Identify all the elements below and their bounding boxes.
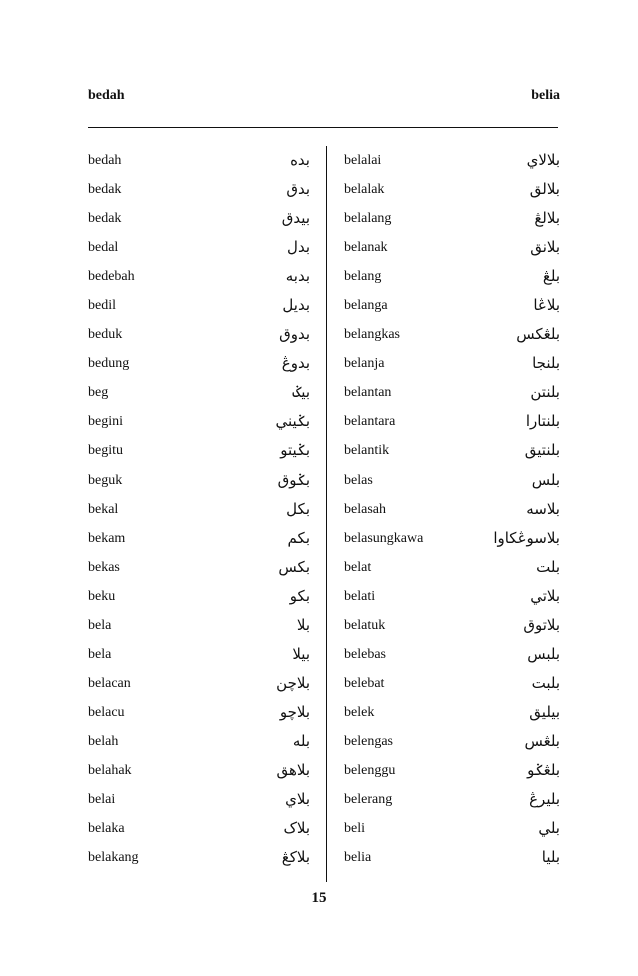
entry-row — [88, 237, 310, 266]
entry-row — [88, 382, 310, 411]
entry-rumi: beku — [88, 588, 116, 604]
entry-row — [344, 208, 560, 237]
header-rule — [88, 127, 558, 128]
entry-rumi: bekal — [88, 501, 119, 517]
entry-rumi: bedak — [88, 211, 122, 227]
entry-row — [344, 789, 560, 818]
entry-rumi: belang — [344, 269, 382, 285]
entry-rumi: belalang — [344, 211, 392, 227]
entry-jawi: بلس — [531, 470, 560, 489]
entry-jawi: بيدق — [281, 209, 310, 228]
entry-row — [88, 557, 310, 586]
entry-rumi: belanja — [344, 356, 385, 372]
running-head-left: bedah — [88, 88, 125, 103]
entry-rumi: belantik — [344, 443, 390, 459]
entry-rumi: bedung — [88, 356, 130, 372]
entry-row — [88, 528, 310, 557]
entry-rumi: belakang — [88, 850, 139, 866]
entry-jawi: بلاسه — [526, 499, 560, 518]
entry-row — [88, 470, 310, 499]
entry-jawi: بيݢ — [292, 383, 310, 402]
entry-jawi: بليرڠ — [529, 790, 560, 809]
entry-jawi: بݢوق — [277, 470, 310, 489]
entry-rumi: belenggu — [344, 762, 396, 778]
entry-rumi: bela — [88, 617, 112, 633]
entry-row — [344, 644, 560, 673]
entry-row — [344, 266, 560, 295]
entry-row — [88, 499, 310, 528]
entry-rumi: belalak — [344, 182, 385, 198]
entry-jawi: بلي — [538, 819, 560, 838]
entry-jawi: بلڠ — [542, 267, 560, 286]
entry-row — [88, 702, 310, 731]
entry-jawi: بلانق — [530, 238, 560, 257]
entry-jawi: بکم — [287, 528, 310, 547]
entry-row — [88, 644, 310, 673]
entry-jawi: بلاچو — [279, 702, 310, 721]
entry-jawi: بدوڠ — [281, 354, 310, 373]
entry-rumi: belah — [88, 733, 119, 749]
entry-jawi: بلنتيق — [524, 441, 560, 460]
entry-row — [88, 847, 310, 876]
entry-row — [88, 615, 310, 644]
entry-row — [344, 673, 560, 702]
entry-jawi: بدوق — [279, 325, 310, 344]
entry-row — [344, 179, 560, 208]
column-divider — [326, 146, 327, 882]
entry-rumi: belia — [344, 850, 372, 866]
entry-rumi: bedebah — [88, 269, 135, 285]
entry-rumi: belalai — [344, 153, 382, 168]
entry-row — [88, 731, 310, 760]
entry-jawi: بلنتارا — [525, 412, 560, 431]
entry-row — [88, 353, 310, 382]
entry-jawi: بلاهق — [276, 760, 310, 779]
entry-jawi: بلالاي — [526, 151, 560, 169]
entry-rumi: begini — [88, 414, 123, 430]
entry-rumi: belanak — [344, 240, 388, 256]
entry-jawi: بله — [292, 731, 310, 750]
entry-rumi: beguk — [88, 472, 123, 488]
entry-rumi: belacan — [88, 675, 131, 691]
entry-row — [344, 382, 560, 411]
entry-jawi: بلاسوڠکاوا — [493, 528, 560, 547]
entry-rumi: belasungkawa — [344, 530, 424, 546]
entry-rumi: bedal — [88, 240, 119, 256]
entry-row — [344, 528, 560, 557]
entry-jawi: بلبس — [527, 644, 560, 663]
entry-jawi: بلاچن — [276, 673, 310, 692]
left-column — [88, 150, 310, 876]
entry-rumi: belebas — [344, 646, 386, 662]
entry-jawi: بلاتي — [530, 586, 560, 605]
entry-row — [344, 818, 560, 847]
entry-jawi: بلڠکس — [516, 325, 560, 344]
entry-jawi: بدق — [286, 180, 310, 199]
entry-jawi: بݢيتو — [280, 441, 310, 460]
entry-rumi: beg — [88, 385, 109, 401]
entry-rumi: belanga — [344, 298, 388, 314]
entry-jawi: بليا — [541, 848, 560, 867]
entry-jawi: بلاتوق — [523, 615, 560, 634]
entry-jawi: بدل — [287, 238, 310, 257]
entry-jawi: بده — [290, 151, 310, 169]
entry-row — [344, 295, 560, 324]
entry-rumi: belat — [344, 559, 372, 575]
entry-jawi: بلالق — [529, 180, 560, 199]
entry-row — [88, 266, 310, 295]
entry-rumi: bekas — [88, 559, 120, 575]
entry-jawi: بکل — [286, 499, 310, 518]
entry-rumi: belaka — [88, 821, 125, 837]
entry-rumi: bedak — [88, 182, 122, 198]
entry-jawi: بلا — [296, 615, 310, 634]
entry-row — [88, 150, 310, 179]
entry-rumi: bedil — [88, 298, 116, 314]
entry-rumi: belati — [344, 588, 376, 604]
entry-row — [344, 411, 560, 440]
entry-rumi: belai — [88, 792, 116, 808]
entry-jawi: بلنجا — [532, 354, 560, 373]
entry-row — [344, 847, 560, 876]
entry-rumi: belengas — [344, 733, 393, 749]
entry-jawi: بديل — [282, 296, 310, 315]
entry-jawi: بيلا — [292, 644, 310, 663]
entry-jawi: بکو — [289, 586, 310, 605]
entry-jawi: بلاکڠ — [281, 848, 310, 867]
entry-row — [88, 179, 310, 208]
entry-rumi: bedah — [88, 153, 122, 168]
entry-rumi: belahak — [88, 762, 132, 778]
entry-rumi: beli — [344, 821, 365, 837]
entry-jawi: بلنتن — [530, 383, 560, 402]
entry-jawi: بݢيني — [275, 412, 310, 431]
entry-row — [344, 731, 560, 760]
entry-rumi: beduk — [88, 327, 123, 343]
entry-rumi: belatuk — [344, 617, 386, 633]
entry-jawi: بلت — [536, 557, 560, 576]
right-column — [344, 150, 560, 876]
entry-row — [344, 499, 560, 528]
entry-row — [344, 586, 560, 615]
entry-jawi: بلبت — [531, 673, 560, 692]
entry-rumi: belebat — [344, 675, 385, 691]
entry-row — [88, 295, 310, 324]
entry-rumi: belasah — [344, 501, 386, 517]
entry-rumi: belerang — [344, 792, 393, 808]
entry-row — [344, 760, 560, 789]
entry-rumi: belangkas — [344, 327, 400, 343]
entry-jawi: بلڠس — [524, 731, 560, 750]
entry-jawi: بلاي — [285, 790, 310, 809]
page-number: 15 — [311, 890, 327, 906]
running-head-right: belia — [531, 88, 560, 103]
entry-row — [344, 353, 560, 382]
entry-rumi: begitu — [88, 443, 123, 459]
entry-row — [88, 324, 310, 353]
entry-jawi: بلڠݢو — [527, 760, 560, 779]
entry-row — [88, 586, 310, 615]
entry-rumi: bela — [88, 646, 112, 662]
entry-row — [88, 440, 310, 469]
entry-row — [344, 237, 560, 266]
entry-row — [88, 818, 310, 847]
entry-rumi: belantan — [344, 385, 392, 401]
entry-rumi: bekam — [88, 530, 126, 546]
entry-row — [344, 702, 560, 731]
entry-jawi: بلاک — [283, 819, 310, 838]
entry-row — [88, 208, 310, 237]
entry-row — [344, 324, 560, 353]
entry-row — [344, 557, 560, 586]
entry-row — [344, 615, 560, 644]
entry-rumi: belek — [344, 704, 375, 720]
entry-jawi: بيليق — [529, 702, 560, 721]
entry-rumi: belacu — [88, 704, 125, 720]
entry-jawi: بکس — [278, 557, 310, 576]
entry-jawi: بلاڠا — [533, 296, 560, 315]
entry-row — [88, 789, 310, 818]
entry-row — [88, 411, 310, 440]
entry-row — [344, 440, 560, 469]
entry-row — [88, 673, 310, 702]
entry-row — [344, 470, 560, 499]
entry-rumi: belantara — [344, 414, 396, 430]
entry-jawi: بلالڠ — [534, 209, 560, 228]
entry-rumi: belas — [344, 472, 373, 488]
entry-jawi: بدبه — [285, 267, 310, 286]
entry-row — [344, 150, 560, 179]
entry-row — [88, 760, 310, 789]
